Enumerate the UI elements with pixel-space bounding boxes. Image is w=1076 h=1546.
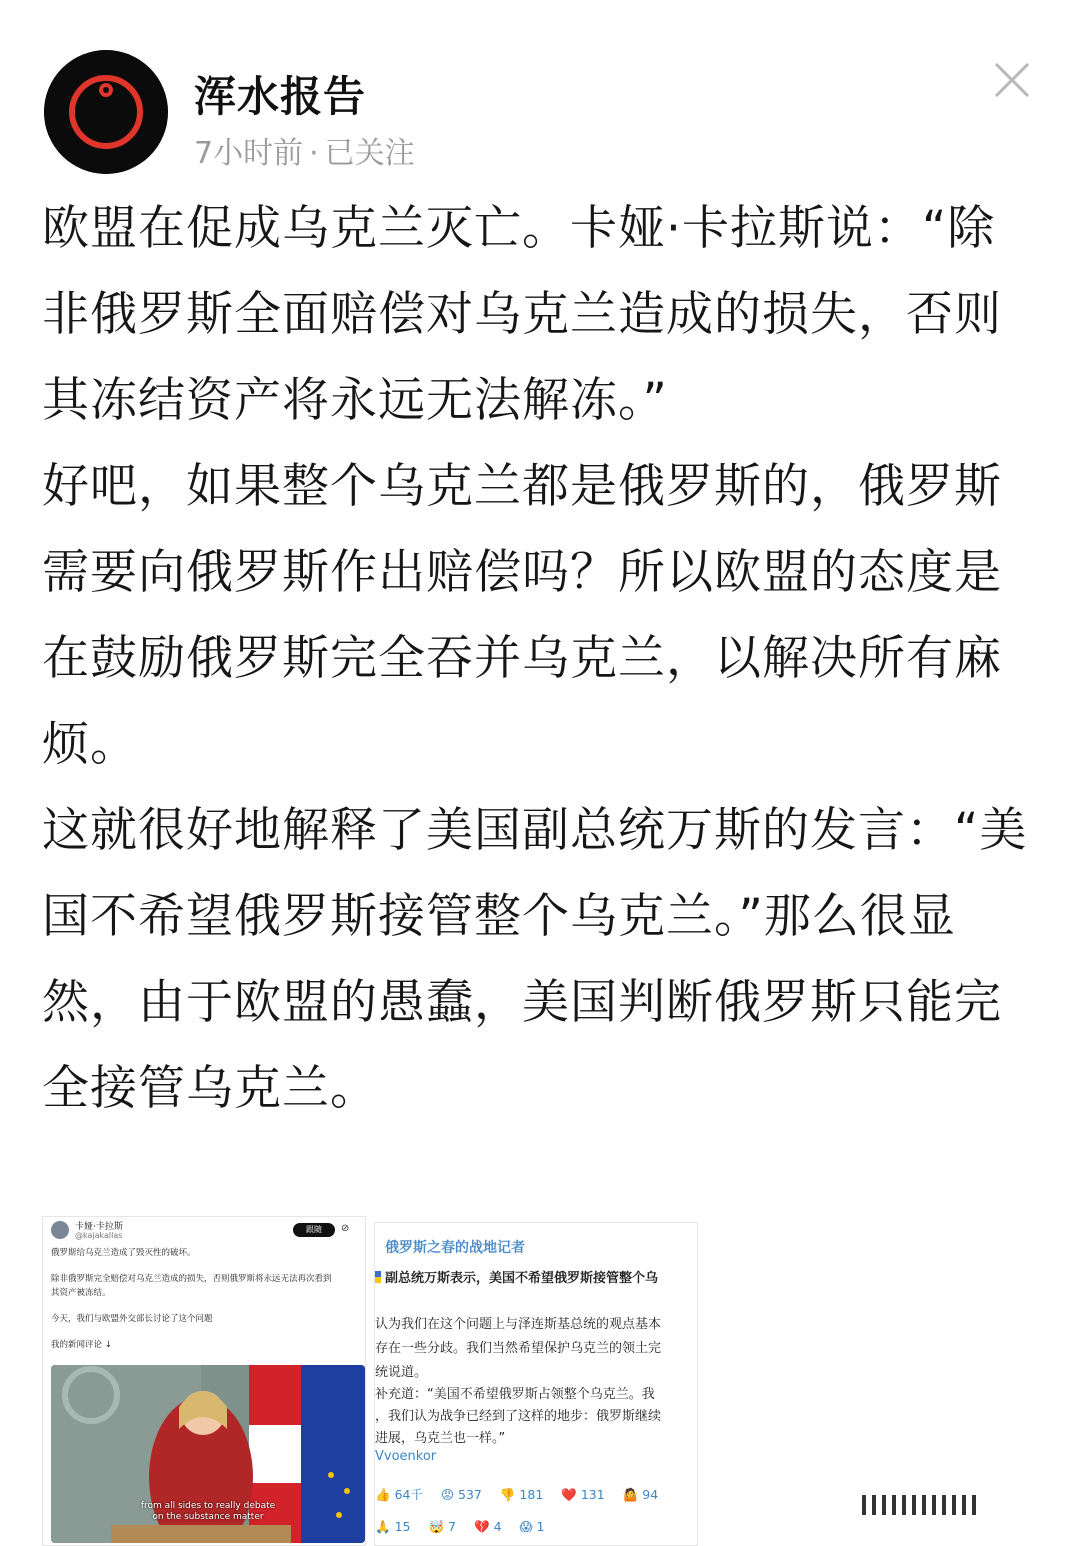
reaction-emoji-icon: 🤯 [428,1519,445,1534]
reaction-count: 1 [536,1519,545,1534]
tweet-author-name: 卡娅·卡拉斯 [75,1222,123,1232]
tweet-line-4: 今天，我们与欧盟外交部长讨论了这个问题 [51,1314,213,1324]
post-header [0,0,1076,180]
post-meta [194,128,415,172]
watermark-bar [962,1495,966,1515]
video-caption-1: from all sides to really debate [140,1501,276,1511]
reaction-item [428,1519,456,1535]
watermark-bar [912,1495,916,1515]
reaction-emoji-icon: 👍 [375,1487,391,1502]
close-icon [990,58,1034,102]
watermark-bars [862,1494,1062,1524]
watermark-bar [952,1495,956,1515]
close-button[interactable] [990,58,1034,102]
reaction-count: 181 [519,1487,544,1502]
tweet-line-5: 我的新闻评论 ↓ [51,1340,112,1350]
reaction-emoji-icon: 🙏 [375,1519,391,1534]
reaction-emoji-icon: 👎 [499,1487,516,1502]
tweet-video [51,1365,365,1543]
author-avatar[interactable] [44,50,168,174]
post-paragraph-3: 这就很好地解释了美国副总统万斯的发言：“美国不希望俄罗斯接管整个乌克兰。”那么很显然，由于欧盟的愚蠢，美国判断俄罗斯只能完全接管乌克兰。 [42,803,1028,1116]
reaction-item [441,1487,482,1502]
message-line-6: ，我们认为战争已经到了这样的地步：俄罗斯继续 [375,1409,662,1424]
attached-image-2[interactable] [374,1222,698,1546]
reaction-emoji-icon: 😡 [440,1487,454,1502]
tweet-line-2: 除非俄罗斯完全赔偿对乌克兰造成的损失，否则俄罗斯将永远无法再次看到 [51,1274,332,1284]
channel-name: 俄罗斯之春的战地记者 [385,1240,525,1256]
reaction-item [520,1519,545,1534]
reaction-count: 537 [458,1487,482,1502]
tweet-line-1: 俄罗斯给乌克兰造成了毁灭性的破坏。 [51,1248,196,1258]
message-line-3: 存在一些分歧。我们当然希望保护乌克兰的领土完 [375,1341,662,1356]
reaction-row-1 [375,1485,672,1503]
message-line-7: 进展，乌克兰也一样。” [375,1431,506,1446]
reaction-item [474,1519,502,1535]
watermark-bar [902,1495,906,1515]
reaction-count: 15 [394,1519,411,1534]
reaction-count: 7 [448,1519,456,1534]
video-caption-2: on the substance matter [152,1512,264,1522]
reaction-item [623,1487,658,1503]
attached-image-1[interactable] [42,1216,366,1546]
follow-status[interactable]: 已关注 [324,136,415,171]
reaction-count: 131 [580,1487,605,1502]
watermark-bar [882,1495,886,1515]
source-handle: Vvoenkor [375,1449,437,1464]
post-time: 7小时前 [194,136,304,171]
tweet-avatar [51,1221,69,1239]
post-body [42,186,1032,1132]
tweet-line-3: 其资产被冻结。 [51,1288,111,1298]
post-paragraph-1: 欧盟在促成乌克兰灭亡。卡娅·卡拉斯说：“除非俄罗斯全面赔偿对乌克兰造成的损失，否则其冻结资产将永远无法解冻。” [42,201,1002,428]
reaction-count: 94 [642,1487,659,1502]
reaction-emoji-icon: 😱 [519,1519,533,1534]
reaction-emoji-icon: ❤️ [561,1487,577,1502]
post-paragraph-2: 好吧，如果整个乌克兰都是俄罗斯的，俄罗斯需要向俄罗斯作出赔偿吗？所以欧盟的态度是在鼓励俄罗斯完全吞并乌克兰，以解决所有麻烦。 [42,459,1002,772]
reaction-count: 64千 [394,1487,423,1502]
tweet-author-handle: @kajakallas [75,1231,123,1240]
meta-separator: · [309,136,319,171]
reaction-item [500,1487,543,1503]
author-name[interactable]: 浑水报告 [194,72,367,121]
reaction-emoji-icon: 💔 [473,1519,490,1534]
tweet-follow-button: 跟随 [293,1223,335,1237]
reaction-row-2 [375,1519,558,1535]
message-line-4: 统说道。 [375,1365,428,1380]
reaction-emoji-icon: 🤷 [622,1487,639,1502]
watermark-bar [922,1495,926,1515]
watermark-bar [972,1495,976,1515]
message-line-2: 认为我们在这个问题上与泽连斯基总统的观点基本 [375,1317,662,1332]
watermark-bar [932,1495,936,1515]
message-line-5: 补充道：“美国不希望俄罗斯占领整个乌克兰。我 [375,1387,655,1402]
reaction-item [561,1487,604,1503]
watermark-bar [892,1495,896,1515]
watermark-bar [872,1495,876,1515]
reaction-count: 4 [493,1519,502,1534]
watermark-bar [862,1495,866,1515]
more-icon: ⊘ [341,1223,350,1234]
watermark-bar [942,1495,946,1515]
logo-ring-icon [44,50,168,174]
reaction-item [375,1519,410,1535]
message-line-1: 副总统万斯表示，美国不希望俄罗斯接管整个乌 [385,1271,659,1286]
ukraine-flag-icon [375,1271,381,1283]
reaction-item [375,1485,423,1503]
